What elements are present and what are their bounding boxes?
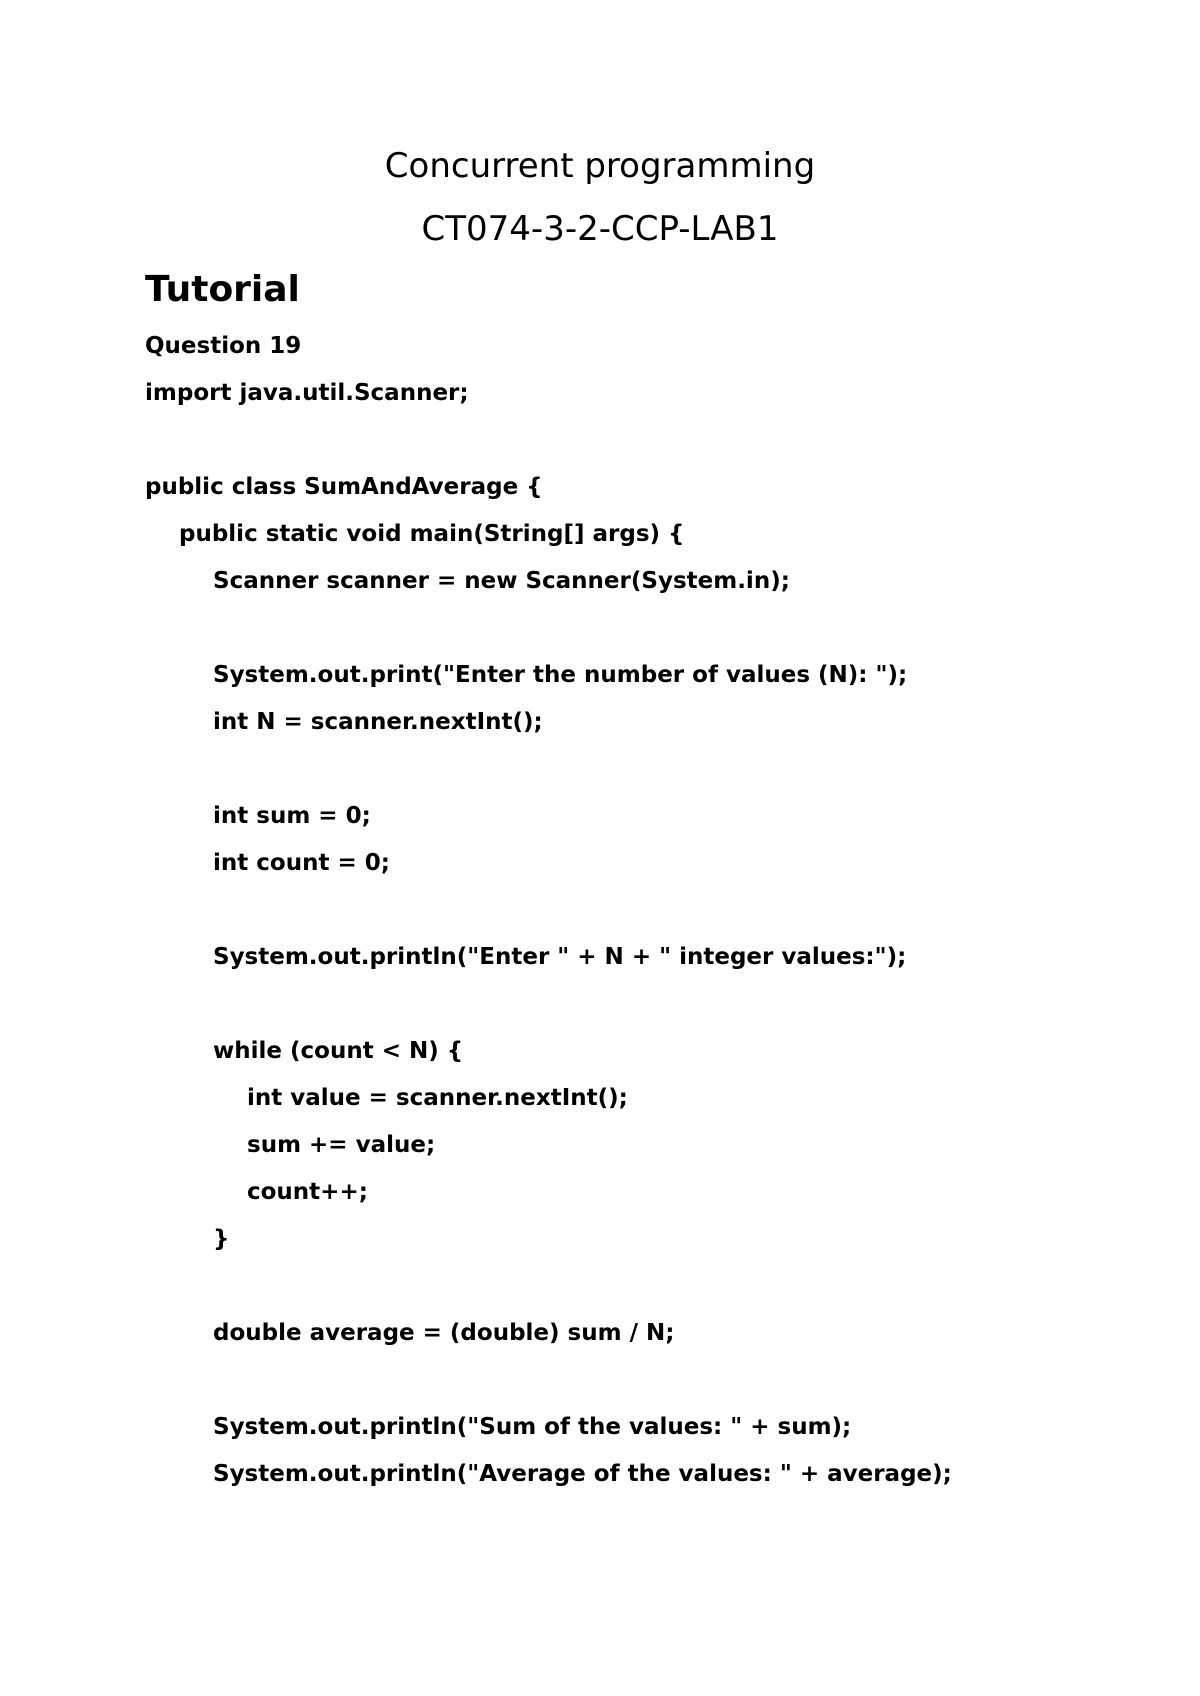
code-line: int count = 0; [213, 850, 390, 876]
course-code: CT074-3-2-CCP-LAB1 [421, 209, 779, 249]
section-heading: Tutorial [145, 269, 300, 310]
document-title: Concurrent programming [384, 146, 816, 186]
code-blank-line [145, 614, 1145, 661]
code-line: count++; [247, 1179, 368, 1205]
code-line: Scanner scanner = new Scanner(System.in); [213, 568, 790, 594]
code-line: System.out.println("Sum of the values: " + sum); [213, 1414, 852, 1440]
code-line: int sum = 0; [213, 803, 371, 829]
code-line: int N = scanner.nextInt(); [213, 709, 543, 735]
code-line: double average = (double) sum / N; [213, 1320, 675, 1346]
code-blank-line [145, 1366, 1145, 1413]
code-blank-line [145, 990, 1145, 1037]
code-blank-line [145, 896, 1145, 943]
code-line: public class SumAndAverage { [145, 474, 543, 500]
code-line: sum += value; [247, 1132, 436, 1158]
code-line: int value = scanner.nextInt(); [247, 1085, 628, 1111]
question-label: Question 19 [145, 333, 302, 359]
code-block [145, 379, 1145, 1507]
code-line: System.out.println("Enter " + N + " integer values:"); [213, 944, 907, 970]
code-line: while (count < N) { [213, 1038, 464, 1064]
code-line: System.out.println("Average of the values: " + average); [213, 1461, 952, 1487]
code-blank-line [145, 755, 1145, 802]
code-blank-line [145, 426, 1145, 473]
code-line: import java.util.Scanner; [145, 380, 469, 406]
code-blank-line [145, 1272, 1145, 1319]
code-line: public static void main(String[] args) { [179, 521, 685, 547]
code-line: System.out.print("Enter the number of values (N): "); [213, 662, 908, 688]
code-line: } [213, 1226, 230, 1252]
